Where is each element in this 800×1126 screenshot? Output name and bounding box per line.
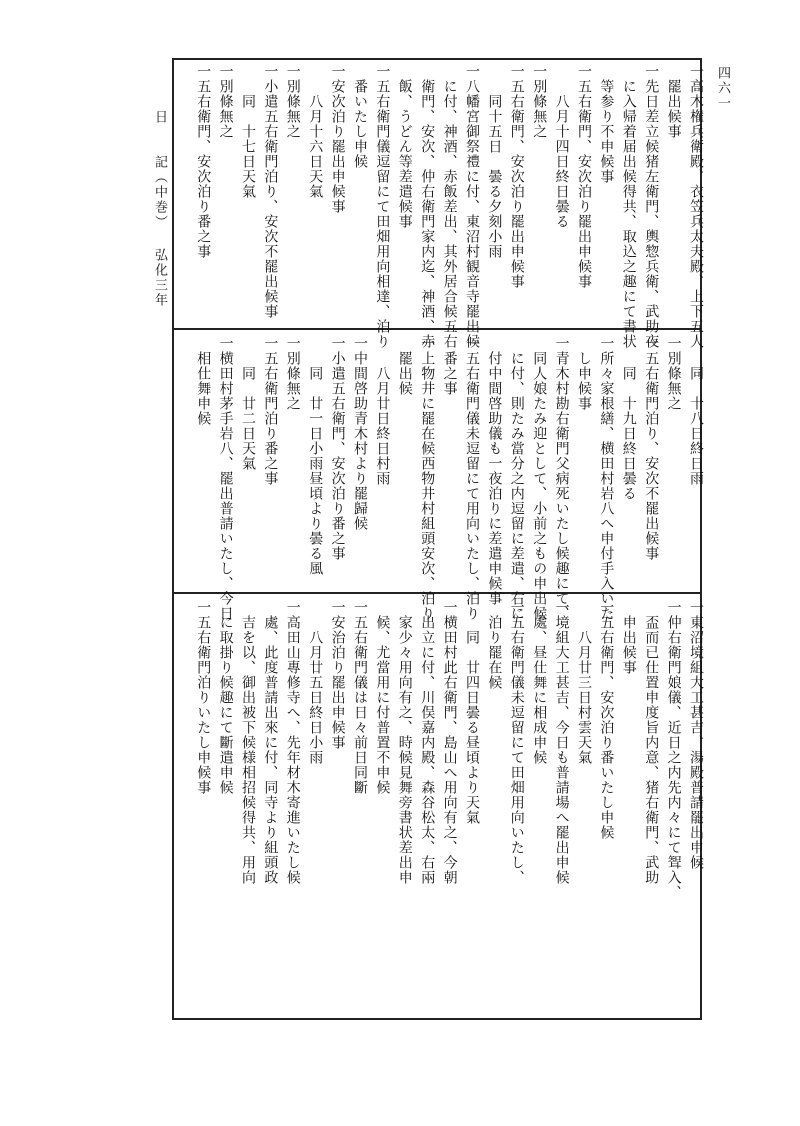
text-column: 同 十九日終日曇る (620, 336, 637, 501)
text-column: 一青木村勘右衛門父病死いたし候趣にて、 (553, 336, 570, 621)
text-column: 罷出候事 (665, 64, 682, 139)
text-column: 一東沼境組大工甚吉、湯殿普請罷出申候 (688, 600, 704, 870)
era-label: 弘化三年 (152, 248, 167, 308)
text-column: 候、尤當用に付普置不申候 (374, 600, 391, 795)
text-column: 一上物井に罷在候西物井村組頭安次、泊り (419, 336, 436, 621)
text-column: に付、則たみ當分之内逗留に差遣、右に (508, 336, 525, 621)
text-column: 一五右衛門儀未逗留にて用向いたし、泊り (464, 336, 480, 621)
text-column: 番いたし申候 (352, 64, 368, 169)
text-column: 家少々用向有之、時候見舞旁書状差出申 (396, 600, 413, 885)
text-column: 一五右衛門、安次泊り罷出申候事 (508, 64, 525, 289)
text-column: 盃而已仕置申度旨内意、猪右衛門、武助 (643, 600, 660, 885)
text-column: 同十五日 曇る夕刻小雨 (486, 64, 503, 259)
text-column: 一中間啓助青木村より罷歸候 (352, 336, 368, 531)
text-column: 一安次泊り罷出申候事 (329, 64, 346, 214)
text-column: 一安治泊り罷出申候事 (329, 600, 346, 750)
text-column: 八月廿日終日村雨 (374, 336, 391, 486)
text-column: 同 廿四日曇る昼頃より天氣 (464, 600, 480, 825)
text-column: 一横田村此右衛門、島山へ用向有之、今朝 (441, 600, 458, 885)
section-divider-2 (172, 592, 702, 594)
running-title: 日 記（中巻） (152, 110, 167, 230)
text-column: に取掛り候趣にて斷遣申候 (217, 600, 234, 795)
text-column: 八月廿三日村雲天氣 (576, 600, 592, 765)
text-column: 處、昼仕舞に相成申候 (531, 600, 548, 765)
text-column: 申出候事 (620, 600, 637, 675)
text-column: 付中間啓助儀も一夜泊りに差遣申候事 (486, 336, 503, 606)
text-column: 一五右衛門儀は日々前日同斷 (352, 600, 368, 795)
text-column: 一先日差立候猪左衛門、輿惣兵衛、武助夜 (643, 64, 660, 349)
text-column: 一別條無之 (284, 64, 301, 139)
text-column: 一境組大工甚吉、今日も普請場へ罷出申候 (553, 600, 570, 885)
text-column: 一五右衛門泊り番之事 (262, 336, 279, 486)
text-column: 同人娘たみ迎として、小前之もの申出候 (531, 336, 548, 621)
text-column: 番之事 (441, 336, 458, 396)
text-column: に入帰着届出候得共、取込之趣にて書状 (620, 64, 637, 349)
text-column: 一八幡宮御祭禮に付、東沼村観音寺罷出候 (464, 64, 480, 349)
text-column: 同 廿二日天氣 (240, 336, 256, 471)
text-column: に付、神酒、赤飯差出、其外居合候五右 (441, 64, 458, 349)
text-column: 一高木権兵衛殿、衣笠兵太夫殿、上下五人 (688, 64, 704, 349)
text-column: 一五右衛門儀未逗留にて田畑用向いたし、 (508, 600, 525, 885)
text-column: 八月十四日終日曇る (553, 64, 570, 229)
text-column: 同 十七日天氣 (240, 64, 256, 199)
text-column: 衛門、安次、仲右衛門家内迄、神酒、赤 (419, 64, 436, 349)
text-column: 同 廿一日小雨昼頃より曇る風 (307, 336, 324, 576)
text-column: 泊り罷在候 (486, 600, 503, 690)
text-column: 一別條無之 (217, 64, 234, 139)
text-column: 一所々家根繕、横田村岩八へ申付手入いた (598, 336, 615, 621)
text-column: 一五右衛門、安次泊り罷出申候事 (576, 64, 592, 289)
text-column: 一仲右衛門娘儀、近日之内先内々にて聟入、 (665, 600, 682, 900)
text-column: 八月廿五日終日小雨 (307, 600, 324, 765)
text-column: し申候事 (576, 336, 592, 411)
text-column: 罷出候 (396, 336, 413, 396)
text-column: 處、此度普請出來に付、同寺より組頭政 (262, 600, 279, 885)
text-column: 等参り不申候事 (598, 64, 615, 184)
text-column: 一別條無之 (531, 64, 548, 139)
text-column: 一横田村茅手岩八、罷出普請いたし、今日 (217, 336, 234, 621)
text-column: 一別條無之 (665, 336, 682, 411)
text-column: 出立に付、川俣嘉内殿、森谷松太、右兩 (419, 600, 436, 885)
text-column: 一小遣五右衛門泊り、安次不罷出候事 (262, 64, 279, 319)
text-column: 一五右衛門、安次泊り番いたし申候 (598, 600, 615, 840)
text-column: 八月十六日天氣 (307, 64, 324, 199)
text-column: 同 十八日終日雨 (688, 336, 704, 486)
text-column: 一五右衛門泊り、安次不罷出候事 (643, 336, 660, 561)
text-column: 一小遣五右衛門、安次泊り番之事 (329, 336, 346, 561)
text-column: 一五右衛門儀逗留にて田畑用向相達、泊り (374, 64, 391, 349)
text-column: 一五右衛門、安次泊り番之事 (195, 64, 212, 259)
text-column: 吉を以、御出被下候様相招候得共、用向 (240, 600, 256, 885)
text-column: 一別條無之 (284, 336, 301, 411)
text-column: 相仕舞申候 (195, 336, 212, 426)
text-column: 一高田山專修寺へ、先年材木寄進いたし候 (284, 600, 301, 885)
text-column: 飯、うどん等差遣候事 (396, 64, 413, 229)
text-column: 一五右衛門泊りいたし申候事 (195, 600, 212, 795)
page-number: 四六一 (715, 66, 730, 111)
